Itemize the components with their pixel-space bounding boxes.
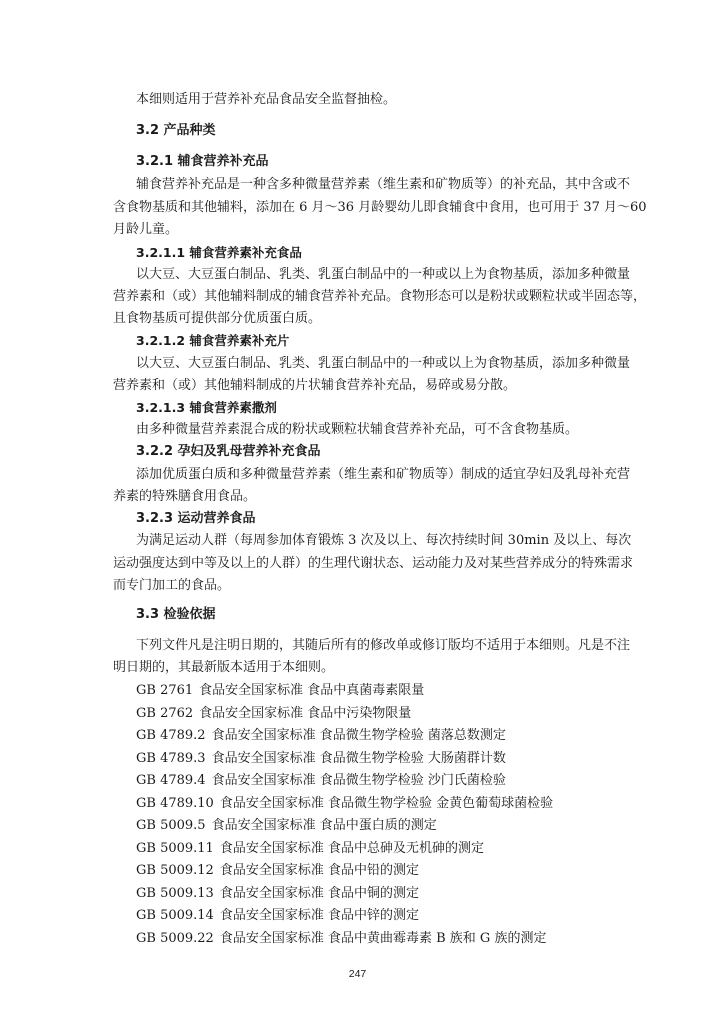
standard-item [136, 841, 484, 857]
standard-title: 食品安全国家标准 食品中污染物限量 [199, 706, 412, 721]
paragraph-line: 为满足运动人群（每周参加体育锻炼 3 次及以上、每次持续时间 30min 及以上、每次 [136, 533, 632, 548]
standard-title: 食品安全国家标准 食品微生物学检验 沙门氏菌检验 [211, 773, 506, 788]
section-heading-3-2: 3.2 产品种类 [136, 123, 216, 138]
standard-item [136, 886, 419, 902]
standard-code: GB 4789.3 [136, 751, 206, 766]
intro-paragraph: 本细则适用于营养补充品食品安全监督抽检。 [136, 92, 397, 107]
standard-title: 食品安全国家标准 食品中真菌毒素限量 [199, 683, 425, 698]
standard-code: GB 2761 [136, 683, 194, 698]
paragraph-line: 辅食营养补充品是一种含多种微量营养素（维生素和矿物质等）的补充品，其中含或不 [136, 177, 631, 192]
standard-title: 食品安全国家标准 食品微生物学检验 大肠菌群计数 [211, 751, 506, 766]
standard-code: GB 5009.13 [136, 886, 214, 901]
paragraph-line: 添加优质蛋白质和多种微量营养素（维生素和矿物质等）制成的适宜孕妇及乳母补充营 [136, 467, 631, 482]
standard-title: 食品安全国家标准 食品中黄曲霉毒素 B 族和 G 族的测定 [219, 931, 547, 946]
paragraph-line: 含食物基质和其他辅料，添加在 6 月～36 月龄婴幼儿即食辅食中食用，也可用于 37 月～60 [113, 200, 647, 215]
standard-item [136, 796, 553, 812]
standard-item [136, 818, 437, 834]
standard-code: GB 4789.10 [136, 796, 214, 811]
paragraph-line: 明日期的，其最新版本适用于本细则。 [113, 660, 335, 675]
standard-title: 食品安全国家标准 食品中铅的测定 [219, 863, 419, 878]
standard-item [136, 706, 411, 722]
paragraph-line: 而专门加工的食品。 [113, 578, 231, 593]
standard-title: 食品安全国家标准 食品中铜的测定 [219, 886, 419, 901]
standard-title: 食品安全国家标准 食品微生物学检验 菌落总数测定 [211, 728, 506, 743]
standard-code: GB 5009.5 [136, 818, 206, 833]
standard-title: 食品安全国家标准 食品微生物学检验 金黄色葡萄球菌检验 [219, 796, 554, 811]
standard-code: GB 5009.11 [136, 841, 214, 856]
paragraph-line: 下列文件凡是注明日期的，其随后所有的修改单或修订版均不适用于本细则。凡是不注 [136, 638, 631, 653]
paragraph-line: 营养素和（或）其他辅料制成的辅食营养补充品。食物形态可以是粉状或颗粒状或半固态等， [113, 289, 647, 304]
standard-code: GB 5009.14 [136, 908, 214, 923]
standard-item [136, 931, 546, 947]
standard-code: GB 2762 [136, 706, 194, 721]
standard-code: GB 4789.2 [136, 728, 206, 743]
paragraph-line: 以大豆、大豆蛋白制品、乳类、乳蛋白制品中的一种或以上为食物基质，添加多种微量 [136, 356, 631, 371]
paragraph-line: 营养素和（或）其他辅料制成的片状辅食营养补充品，易碎或易分散。 [113, 378, 517, 393]
standard-title: 食品安全国家标准 食品中总砷及无机砷的测定 [219, 841, 484, 856]
section-heading-3-2-1-3: 3.2.1.3 辅食营养素撒剂 [136, 400, 277, 415]
standard-item [136, 751, 506, 767]
standard-title: 食品安全国家标准 食品中锌的测定 [219, 908, 419, 923]
standard-item [136, 908, 419, 924]
section-heading-3-2-3: 3.2.3 运动营养食品 [136, 511, 256, 526]
section-heading-3-3: 3.3 检验依据 [136, 607, 216, 622]
standard-item [136, 728, 506, 744]
section-heading-3-2-1-2: 3.2.1.2 辅食营养素补充片 [136, 333, 290, 348]
standard-item [136, 773, 506, 789]
standard-item [136, 863, 419, 879]
section-heading-3-2-1-1: 3.2.1.1 辅食营养素补充食品 [136, 245, 302, 260]
page-number: 247 [348, 968, 367, 980]
paragraph-line: 运动强度达到中等及以上的人群）的生理代谢状态、运动能力及对某些营养成分的特殊需求 [113, 556, 634, 571]
section-heading-3-2-2: 3.2.2 孕妇及乳母营养补充食品 [136, 444, 321, 459]
standard-code: GB 4789.4 [136, 773, 206, 788]
standard-title: 食品安全国家标准 食品中蛋白质的测定 [211, 818, 437, 833]
standard-item [136, 683, 424, 699]
standard-code: GB 5009.12 [136, 863, 214, 878]
paragraph-line: 以大豆、大豆蛋白制品、乳类、乳蛋白制品中的一种或以上为食物基质，添加多种微量 [136, 267, 631, 282]
section-heading-3-2-1: 3.2.1 辅食营养补充品 [136, 154, 269, 169]
paragraph-line: 养素的特殊膳食用食品。 [113, 489, 257, 504]
paragraph-line: 且食物基质可提供部分优质蛋白质。 [113, 311, 322, 326]
paragraph-line: 由多种微量营养素混合成的粉状或颗粒状辅食营养补充品，可不含食物基质。 [136, 422, 579, 437]
standard-code: GB 5009.22 [136, 931, 214, 946]
paragraph-line: 月龄儿童。 [113, 222, 179, 237]
